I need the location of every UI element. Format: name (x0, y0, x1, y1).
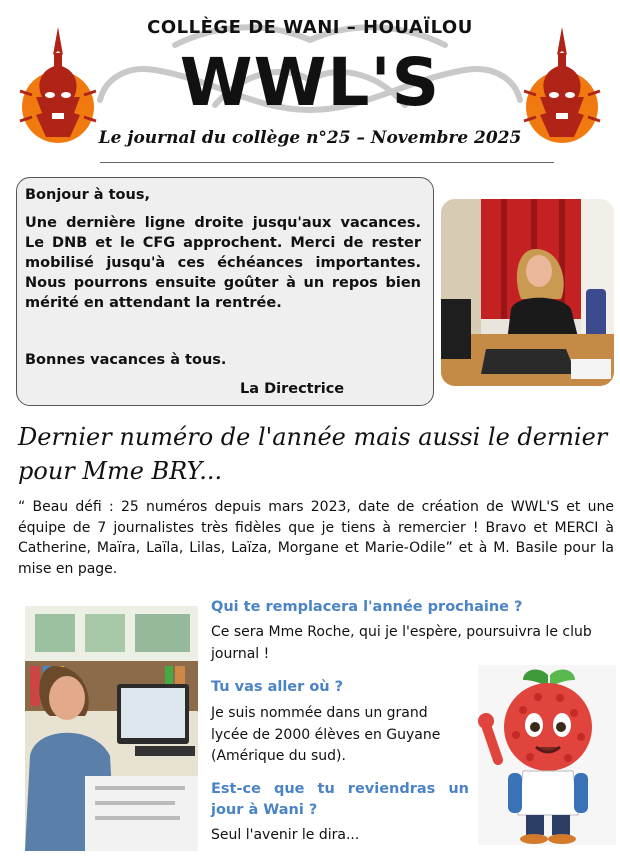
kanak-emblem-icon (18, 25, 98, 155)
newspaper-title: WWL'S (179, 44, 441, 121)
header-divider (100, 162, 554, 163)
lychee-mascot-icon (478, 665, 616, 845)
message-body: Une dernière ligne droite jusqu'aux vacances. Le DNB et le CFG approchent. Merci de rester mobilisé jusqu'à ces échéances importantes. Nous pourrons ensuite goûter à un repos bien mérité en attendant la rentrée. (25, 215, 421, 311)
message-closing: Bonnes vacances à tous. (25, 352, 227, 368)
interview-answer: Je suis nommée dans un grand lycée de 2000 élèves en Guyane (Amérique du sud). (211, 705, 441, 764)
issue-subtitle: Le journal du collège n°25 – Novembre 2025 (98, 128, 522, 148)
message-signature: La Directrice (240, 381, 345, 397)
interview-question: Qui te remplacera l'année prochaine ? (211, 599, 523, 615)
article-headline: Dernier numéro de l'année mais aussi le dernier pour Mme BRY... (18, 423, 608, 485)
school-name: COLLÈGE DE WANI – HOUAÏLOU (147, 17, 473, 38)
teacher-photo (25, 606, 198, 851)
kanak-emblem-icon (522, 25, 602, 155)
interview-question: Tu vas aller où ? (211, 679, 344, 695)
article-quote: “ Beau défi : 25 numéros depuis mars 2023, date de création de WWL'S et une équipe de 7 journalistes très fidèles que je tiens à remercier ! Bravo et MERCI à Catherine, Maïra, Laïla, Lilas, Laïza, Morgane et Marie-Odile” et à M. Basile pour la mise en page. (18, 499, 614, 577)
interview-answer: Seul l'avenir le dira... (211, 827, 360, 843)
message-greeting: Bonjour à tous, (25, 187, 150, 203)
interview-question: Est-ce que tu reviendras un jour à Wani ? (211, 781, 469, 818)
interview-answer: Ce sera Mme Roche, qui je l'espère, poursuivra le club journal ! (211, 624, 592, 662)
director-photo (441, 199, 614, 386)
